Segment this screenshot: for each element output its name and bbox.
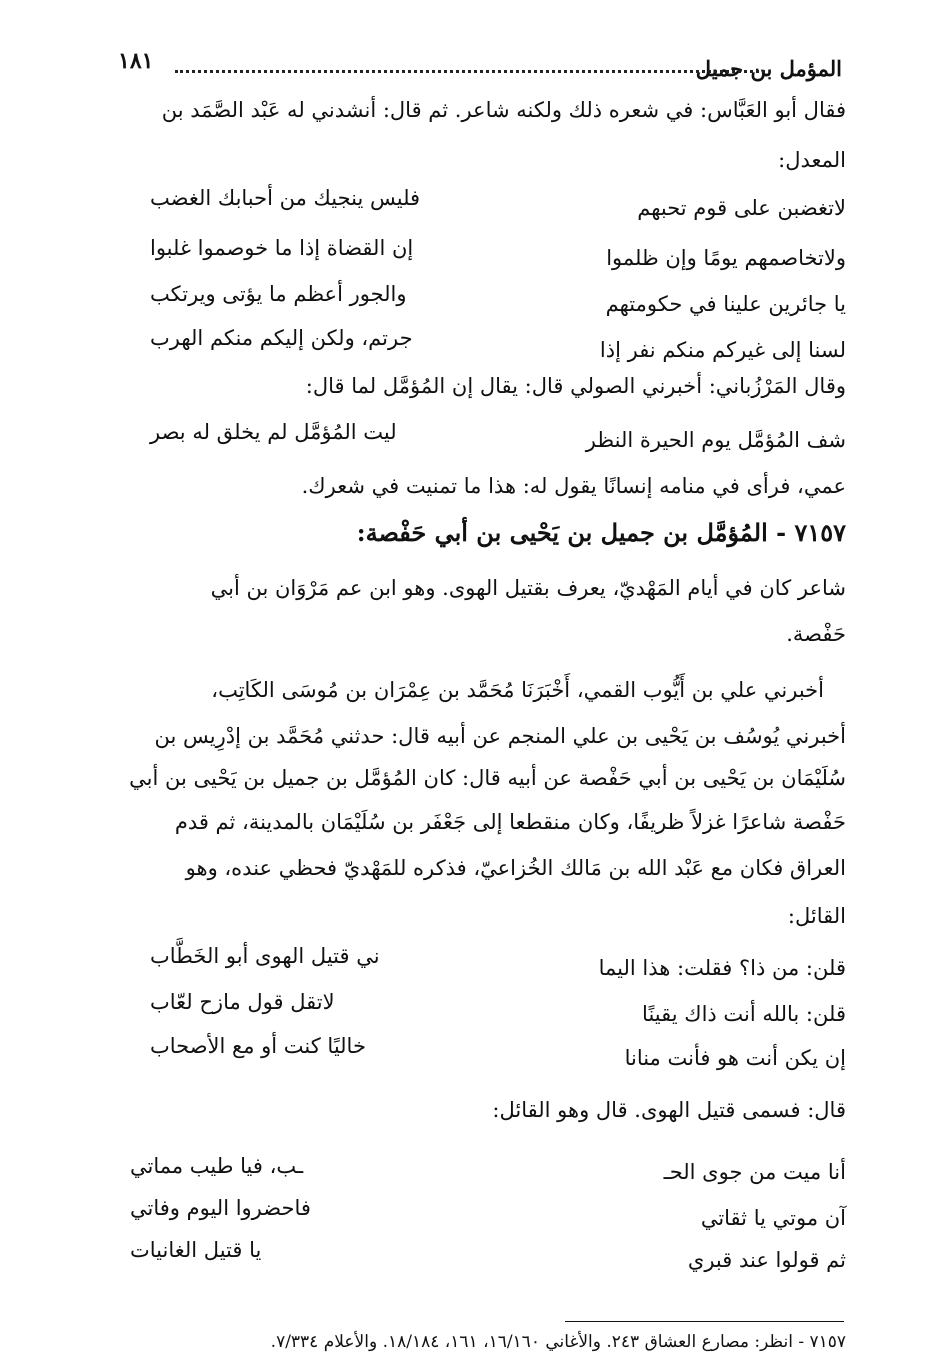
footnote-rule xyxy=(565,1321,844,1322)
verse-1-1-hemistich-right: لاتغضبن على قوم تحبهم xyxy=(637,196,846,220)
verse-1-2-hemistich-right: ولاتخاصمهم يومًا وإن ظلموا xyxy=(606,246,846,270)
header-dot-leader xyxy=(175,54,765,73)
verse-1-4-hemistich-left: جرتم، ولكن إليكم منكم الهرب xyxy=(150,326,413,350)
bio-line-2: حَفْصة. xyxy=(786,622,846,646)
intro-line-2: المعدل: xyxy=(778,148,846,172)
marzubani-line: وقال المَرْزُباني: أخبرني الصولي قال: يقال إن المُؤمَّل لما قال: xyxy=(305,374,846,398)
verse-3-3-hemistich-right: إن يكن أنت هو فأنت منانا xyxy=(624,1046,846,1070)
isnad-line-4: حَفْصة شاعرًا غزلاً ظريفًا، وكان منقطعا إلى جَعْفَر بن سُلَيْمَان بالمدينة، ثم قدم xyxy=(174,810,846,834)
running-header-title: المؤمل بن جميل xyxy=(695,56,842,81)
dream-line: عمي، فرأى في منامه إنسانًا يقول له: هذا ما تمنيت في شعرك. xyxy=(301,474,846,498)
isnad-line-3: سُلَيْمَان بن يَحْيى بن أبي حَفْصة عن أبيه قال: كان المُؤمَّل بن جميل بن يَحْيى بن أبي xyxy=(129,766,846,790)
intro-line-1: فقال أبو العَبَّاس: في شعره ذلك ولكنه شاعر. ثم قال: أنشدني له عَبْد الصَّمَد بن xyxy=(161,98,846,122)
footnote: ٧١٥٧ - انظر: مصارع العشاق ٢٤٣. والأغاني ١٦/١٦٠، ١٦١، ١٨/١٨٤. والأعلام ٧/٣٣٤. xyxy=(270,1332,846,1352)
verse-1-1-hemistich-left: فليس ينجيك من أحبابك الغضب xyxy=(150,186,421,210)
isnad-line-5: العراق فكان مع عَبْد الله بن مَالك الخُزاعيّ، فذكره للمَهْديّ فحظي عنده، وهو xyxy=(185,856,846,880)
bio-line-1: شاعر كان في أيام المَهْديّ، يعرف بقتيل الهوى. وهو ابن عم مَرْوَان بن أبي xyxy=(210,576,846,600)
verse-4-1-hemistich-right: أنا ميت من جوى الحـ xyxy=(663,1160,846,1184)
entry-heading: ٧١٥٧ - المُؤمَّل بن جميل بن يَحْيى بن أبي حَفْصة: xyxy=(356,518,846,547)
verse-4-2-hemistich-left: فاحضروا اليوم وفاتي xyxy=(130,1196,311,1220)
verse-3-1-hemistich-right: قلن: من ذا؟ فقلت: هذا اليما xyxy=(598,956,846,980)
verse-3-2-hemistich-right: قلن: بالله أنت ذاك يقينًا xyxy=(642,1002,846,1026)
verse-4-1-hemistich-left: ـب، فيا طيب مماتي xyxy=(130,1154,304,1178)
verse-3-3-hemistich-left: خاليًا كنت أو مع الأصحاب xyxy=(150,1034,366,1058)
verse-3-1-hemistich-left: ني قتيل الهوى أبو الخَطَّاب xyxy=(150,944,380,968)
verse-2-hemistich-right: شف المُؤمَّل يوم الحيرة النظر xyxy=(585,428,846,452)
isnad-line-1: أخبرني علي بن أَيُّوب القمي، أَخْبَرَنَا مُحَمَّد بن عِمْرَان بن مُوسَى الكَاتِب، xyxy=(211,678,824,702)
verse-1-3-hemistich-left: والجور أعظم ما يؤتى ويرتكب xyxy=(150,282,407,306)
isnad-line-6: القائل: xyxy=(787,904,846,928)
verse-4-3-hemistich-right: ثم قولوا عند قبري xyxy=(687,1248,846,1272)
verse-1-3-hemistich-right: يا جائرين علينا في حكومتهم xyxy=(605,292,846,316)
verse-4-3-hemistich-left: يا قتيل الغانيات xyxy=(130,1238,262,1262)
isnad-line-2: أخبرني يُوسُف بن يَحْيى بن علي المنجم عن أبيه قال: حدثني مُحَمَّد بن إدْرِيس بن xyxy=(154,724,846,748)
verse-1-4-hemistich-right: لسنا إلى غيركم منكم نفر إذا xyxy=(599,338,846,362)
page-number: ١٨١ xyxy=(118,48,154,74)
verse-3-2-hemistich-left: لاتقل قول مازح لعّاب xyxy=(150,990,335,1014)
verse-2-hemistich-left: ليت المُؤمَّل لم يخلق له بصر xyxy=(150,420,397,444)
named-line: قال: فسمى قتيل الهوى. قال وهو القائل: xyxy=(492,1098,846,1122)
verse-1-2-hemistich-left: إن القضاة إذا ما خوصموا غلبوا xyxy=(150,236,414,260)
verse-4-2-hemistich-right: آن موتي يا ثقاتي xyxy=(700,1206,846,1230)
